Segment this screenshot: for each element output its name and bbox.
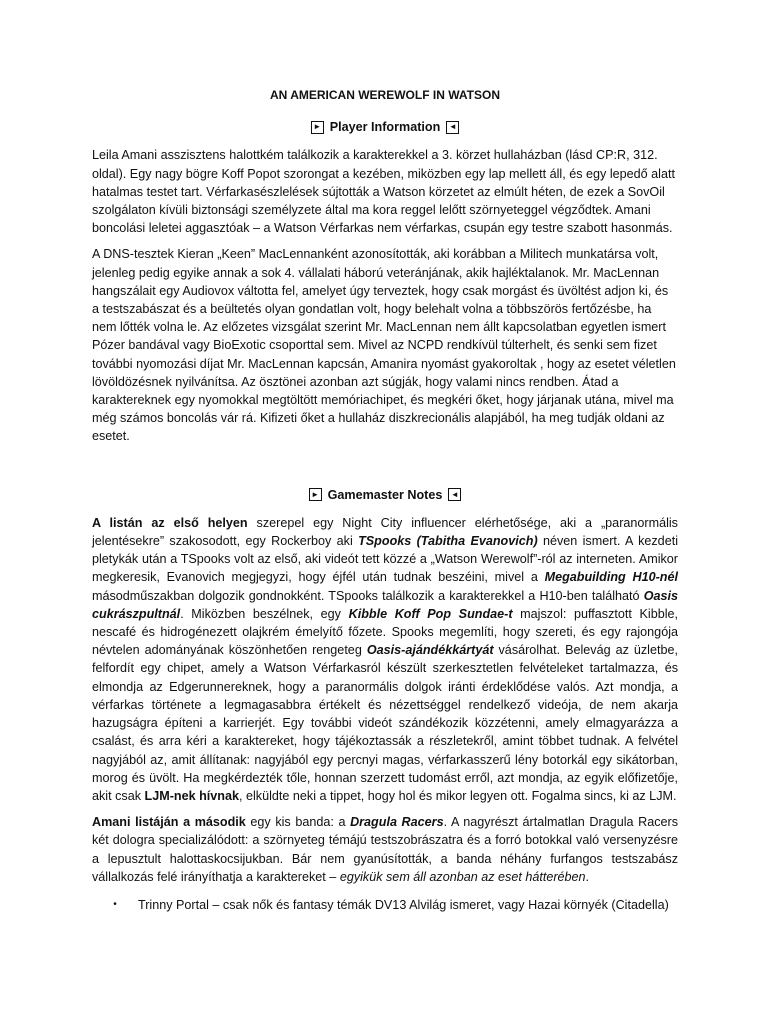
- document-page: [92, 78, 678, 914]
- gm-p1-text-7: , elküldte neki a tippet, hogy hol és mikor legyen ott. Fogalma sincs, ki az LJM.: [238, 788, 677, 803]
- gm-p2-text-2: . A nagyrészt ártalmatlan Dragula Racers két dologra specializálódott: a szörnyeteg témájú testszobrászatra és a forró botokkal való versenyzésre a lepusztult halottaskocsijukban. Bár nem gyanúsították, a banda néhány furfangos testszabász vállalkozás felé irányíthatja a karaktereket –: [92, 815, 679, 884]
- player-info-paragraph-2: A DNS-tesztek Kieran „Keen” MacLennanként azonosították, aki korábban a Militech munkatársa volt, jelenleg pedig egyike annak a sok 4. vállalati háború veteránjának, akik hajléktalanok. Mr. MacLennan hangszálait egy Audiovox váltotta fel, amelyet úgy terveztek, hogy csak morgást és üvöltést adjon ki, és a testszabászat és a beültetés olyan gondatlan volt, hogy belehalt volna a többszörös fertőzésbe, ha nem lőtték volna le. Az előzetes vizsgálat szerint Mr. MacLennan nem állt kapcsolatban egyetlen ismert Pózer bandával vagy BioExotic csoporttal sem. Mivel az NCPD rendkívül túlterhelt, és senki sem fizet további nyomozási díjat Mr. MacLennan kapcsán, Amanira nyomást gyakoroltak , hogy az esetet véletlen lövöldözésnek nyilvánítsa. Az ösztönei azonban azt súgják, hogy valami nincs rendben. Átad a karaktereknek egy nyomokkal megtöltött memóriachipet, és megkéri őket, hogy járjanak utána, mivel ma még számos boncolás vár rá. Kifizeti őket a hullaház diszkrecionális alapjából, ha meg tudják oldani az esetet.: [92, 247, 676, 444]
- gm-p2-bold-1: Dragula Racers: [350, 815, 444, 830]
- gm-p1-bold-3: Oasis cukrászpultnál: [92, 588, 678, 621]
- play-right-icon: ►: [309, 488, 322, 501]
- gm-notes-paragraph-1: [92, 514, 678, 805]
- play-left-icon: ◄: [448, 488, 461, 501]
- gm-p1-bold-4: Kibble Koff Pop Sundae-t: [348, 606, 513, 621]
- gm-p2-italic-1: egyikük sem áll azonban az eset hátterében: [339, 869, 586, 884]
- gm-p1-bold-5: Oasis-ajándékkártyát: [366, 643, 494, 658]
- player-information-heading: [92, 118, 678, 136]
- gm-p1-text-6: vásárolhat. Belevág az üzletbe, felfordít egy chipet, amely a Watson Vérfarkasról készült szerkesztetlen felvételeket tartalmazza, és elmondja az Edgerunnereknek, hogy a paranormális dolgok iránti érdeklődése valós. Azt mondja, a vérfarkas története a legmagasabbra értékelt és nézettséggel rendelkező videója, de nem akarja hazugságra építeni a karrierjét. Egy további videót szándékozik közzétenni, amely elmagyarázza a csalást, és arra kéri a karaktereket, hogy tájékoztassák a részletekről, amint többet tudnak. A felvétel nagyjából az, amit állítanak: nagyjából egy percnyi magas, vérfarkasszerű lény botorkál egy sikátorban, morog és üvölt. Ha megkérdezték tőle, honnan szerzett tudomást erről, azt mondja, az egyik előfizetője, akit csak: [92, 643, 678, 803]
- list-item-text: Trinny Portal – csak nők és fantasy témák DV13 Alvilág ismeret, vagy Hazai környék (Citadella): [138, 897, 669, 912]
- gm-p2-text-3: .: [585, 869, 590, 884]
- player-info-paragraph-1: Leila Amani asszisztens halottkém találkozik a karakterekkel a 3. körzet hullaházban (lásd CP:R, 312. oldal). Egy nagy bögre Koff Popot szorongat a kezében, miközben egy lap mellett áll, és egy lepedő alatt hatalmas testet tart. Vérfarkasészlelések sújtották a Watson körzetet az elmúlt héten, de ezek a SovOil szolgálaton kívüli biztonsági személyzete által ma kora reggel lelőtt szörnyeteggel végződtek. Amani boncolási leletei aggasztóak – a Watson Vérfarkas nem vérfarkas, csupán egy testre szabott hasonmás.: [92, 148, 675, 236]
- list-item: [92, 896, 678, 914]
- gm-p1-bold-1: TSpooks (Tabitha Evanovich): [358, 534, 538, 549]
- gm-p2-lead: Amani listáján a második: [92, 815, 246, 830]
- bullet-icon: •: [113, 898, 117, 910]
- section-spacer: [92, 454, 678, 486]
- gm-notes-paragraph-2: [92, 813, 678, 886]
- gm-p1-text-4: . Miközben beszélnek, egy: [180, 606, 349, 621]
- document-title: AN AMERICAN WEREWOLF IN WATSON: [270, 88, 500, 102]
- gm-p1-bold-2: Megabuilding H10-nél: [544, 570, 678, 585]
- player-information-label: Player Information: [329, 120, 441, 135]
- gm-p1-text-5: majszol: puffasztott Kibble, nescafé és hidrogénezett olajkrém émelyítő főzete. Spooks megemlíti, hogy szereti, és egy rajongója névtelen adományának köszönhetően rengeteg: [92, 606, 679, 658]
- gm-p1-text-1: szerepel egy Night City influencer elérhetősége, aki a „paranormális jelentésekre” szakosodott, egy Rockerboy aki: [92, 515, 678, 549]
- play-right-icon: ►: [311, 121, 324, 134]
- gm-p1-text-2: néven ismert. A kezdeti pletykák után a TSpooks volt az első, aki videót tett közzé a „Watson Werewolf”-ról az interneten. Amikor megkeresik, Evanovich megjegyzi, hogy éjfél után tudnak beszéini, mivel a: [92, 534, 678, 585]
- gamemaster-notes-heading: [92, 486, 678, 504]
- gm-p1-text-3: másodműszakban dolgozik gondnokként. TSpooks találkozik a karakterekkel a H10-ben található: [92, 588, 644, 603]
- gm-p1-lead: A listán az első helyen: [92, 515, 248, 530]
- gm-p2-text-1: egy kis banda: a: [245, 815, 351, 830]
- gamemaster-notes-label: Gamemaster Notes: [327, 487, 443, 502]
- gm-p1-bold-6: LJM-nek hívnak: [144, 788, 239, 803]
- play-left-icon: ◄: [446, 121, 459, 134]
